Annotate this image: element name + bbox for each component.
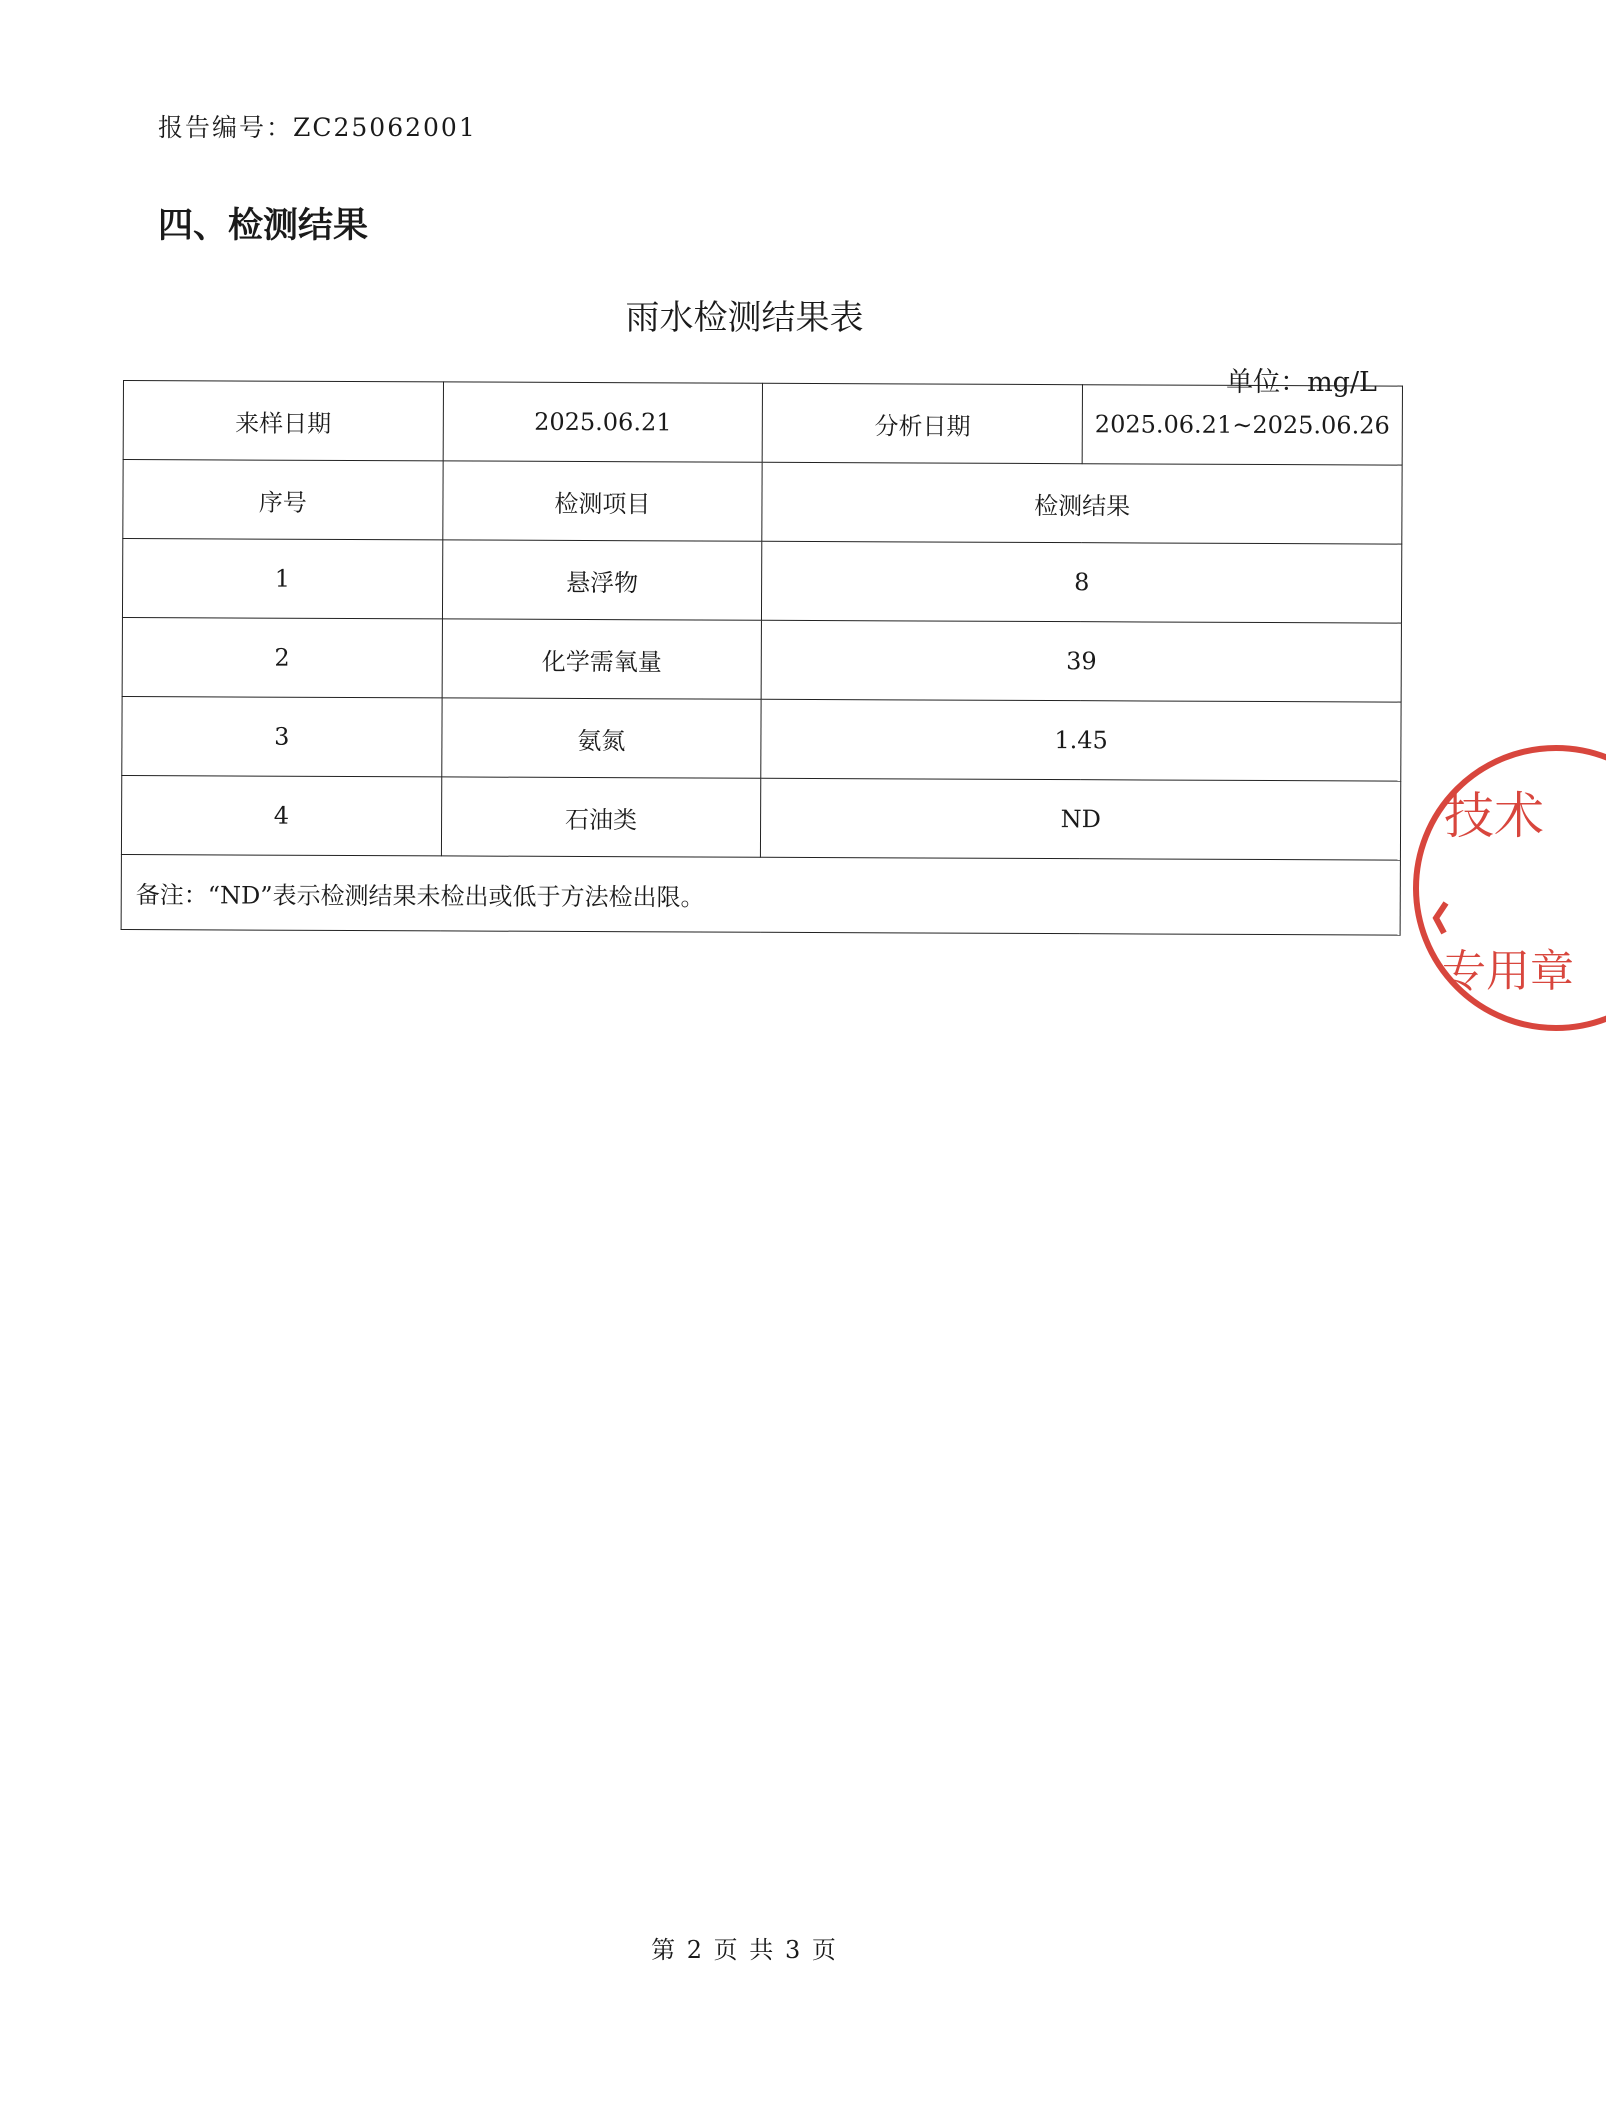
- row-item: 悬浮物: [442, 540, 762, 620]
- col-item-header: 检测项目: [442, 461, 762, 541]
- table-row: [122, 617, 1401, 702]
- unit-label: 单位：mg/L: [1226, 367, 1377, 398]
- row-index: 1: [122, 539, 442, 619]
- row-result: 8: [762, 541, 1402, 623]
- analysis-date-value: 2025.06.21~2025.06.26: [1082, 385, 1402, 465]
- page-number: 第 2 页 共 3 页: [651, 1936, 838, 1964]
- row-item: 化学需氧量: [442, 619, 762, 699]
- stamp-text-top: 技术: [1444, 787, 1544, 845]
- sample-date-label: 来样日期: [123, 381, 443, 461]
- row-index: 4: [121, 775, 441, 855]
- row-item: 氨氮: [441, 698, 761, 778]
- row-result: 39: [761, 620, 1401, 702]
- table-row: [122, 539, 1401, 624]
- sample-date-value: 2025.06.21: [443, 382, 763, 462]
- analysis-date-label: 分析日期: [763, 383, 1083, 463]
- row-index: 2: [122, 617, 442, 697]
- row-index: 3: [122, 696, 442, 776]
- date-row: [123, 381, 1402, 466]
- stamp-text-bottom: 专用章: [1442, 946, 1574, 997]
- section-heading: 四、检测结果: [158, 206, 369, 246]
- col-result-header: 检测结果: [762, 462, 1402, 544]
- col-index-header: 序号: [123, 460, 443, 540]
- header-row: [123, 460, 1402, 545]
- table-row: [121, 775, 1400, 860]
- table-row: [122, 696, 1401, 781]
- row-item: 石油类: [441, 777, 761, 857]
- result-table: [121, 380, 1403, 936]
- report-number: 报告编号：ZC25062001: [158, 113, 477, 142]
- row-result: 1.45: [761, 699, 1401, 781]
- seal-stamp: [1406, 738, 1606, 1038]
- table-title: 雨水检测结果表: [625, 298, 864, 338]
- row-result: ND: [761, 778, 1401, 860]
- note-row: [121, 854, 1400, 935]
- table-note: 备注：“ND”表示检测结果未检出或低于方法检出限。: [121, 854, 1400, 935]
